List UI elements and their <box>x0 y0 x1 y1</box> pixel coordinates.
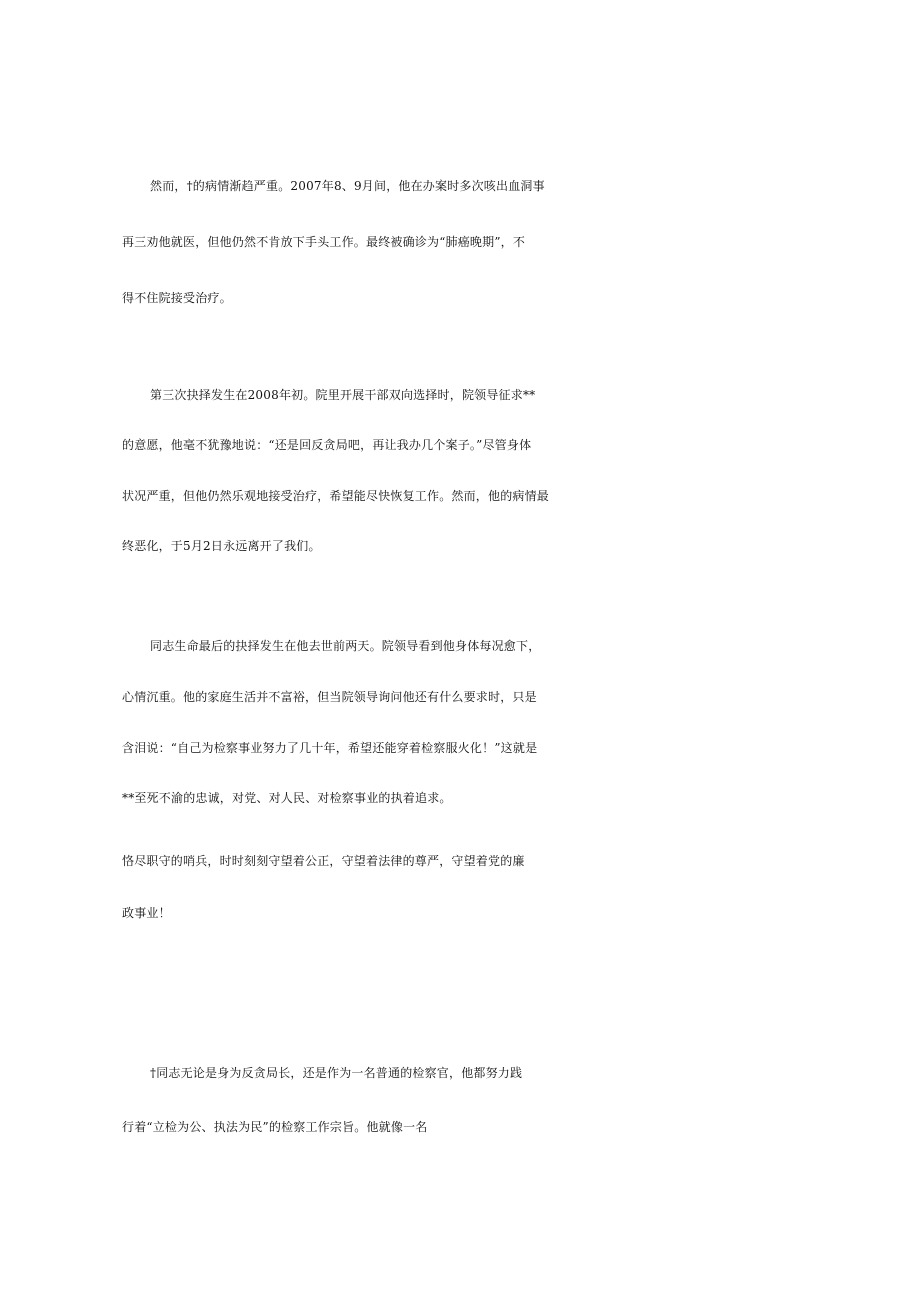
paragraph-line: 政事业！ <box>122 906 171 920</box>
paragraph-line: 第三次抉择发生在2008年初。院里开展干部双向选择时，院领导征求** <box>150 388 536 402</box>
paragraph-line: 心情沉重。他的家庭生活并不富裕，但当院领导询问他还有什么要求时，只是 <box>122 690 537 704</box>
paragraph-line: **至死不渝的忠诚，对党、对人民、对检察事业的执着追求。 <box>122 791 452 805</box>
paragraph-line: 状况严重，但他仍然乐观地接受治疗，希望能尽快恢复工作。然而，他的病情最 <box>122 489 550 503</box>
paragraph-line: 得不住院接受治疗。 <box>122 291 232 305</box>
paragraph-line: 含泪说：“自己为检察事业努力了几十年，希望还能穿着检察服火化！”这就是 <box>122 741 538 755</box>
paragraph-line: 同志生命最后的抉择发生在他去世前两天。院领导看到他身体每况愈下， <box>150 639 541 653</box>
paragraph-line: 终恶化，于5月2日永远离开了我们。 <box>122 539 321 553</box>
paragraph-line: 然而，†的病情渐趋严重。2007年8、9月间，他在办案时多次咳出血洞事 <box>150 179 545 193</box>
paragraph-line: 再三劝他就医，但他仍然不肯放下手头工作。最终被确诊为“肺癌晚期”，不 <box>122 235 526 249</box>
paragraph-line: †同志无论是身为反贪局长，还是作为一名普通的检察官，他都努力践 <box>150 1066 523 1080</box>
paragraph-line: 恪尽职守的哨兵，时时刻刻守望着公正，守望着法律的尊严，守望着党的廉 <box>122 854 525 868</box>
paragraph-line: 行着“立检为公、执法为民”的检察工作宗旨。他就像一名 <box>122 1120 428 1134</box>
paragraph-line: 的意愿，他毫不犹豫地说：“还是回反贪局吧，再让我办几个案子。”尽管身体 <box>122 438 532 452</box>
